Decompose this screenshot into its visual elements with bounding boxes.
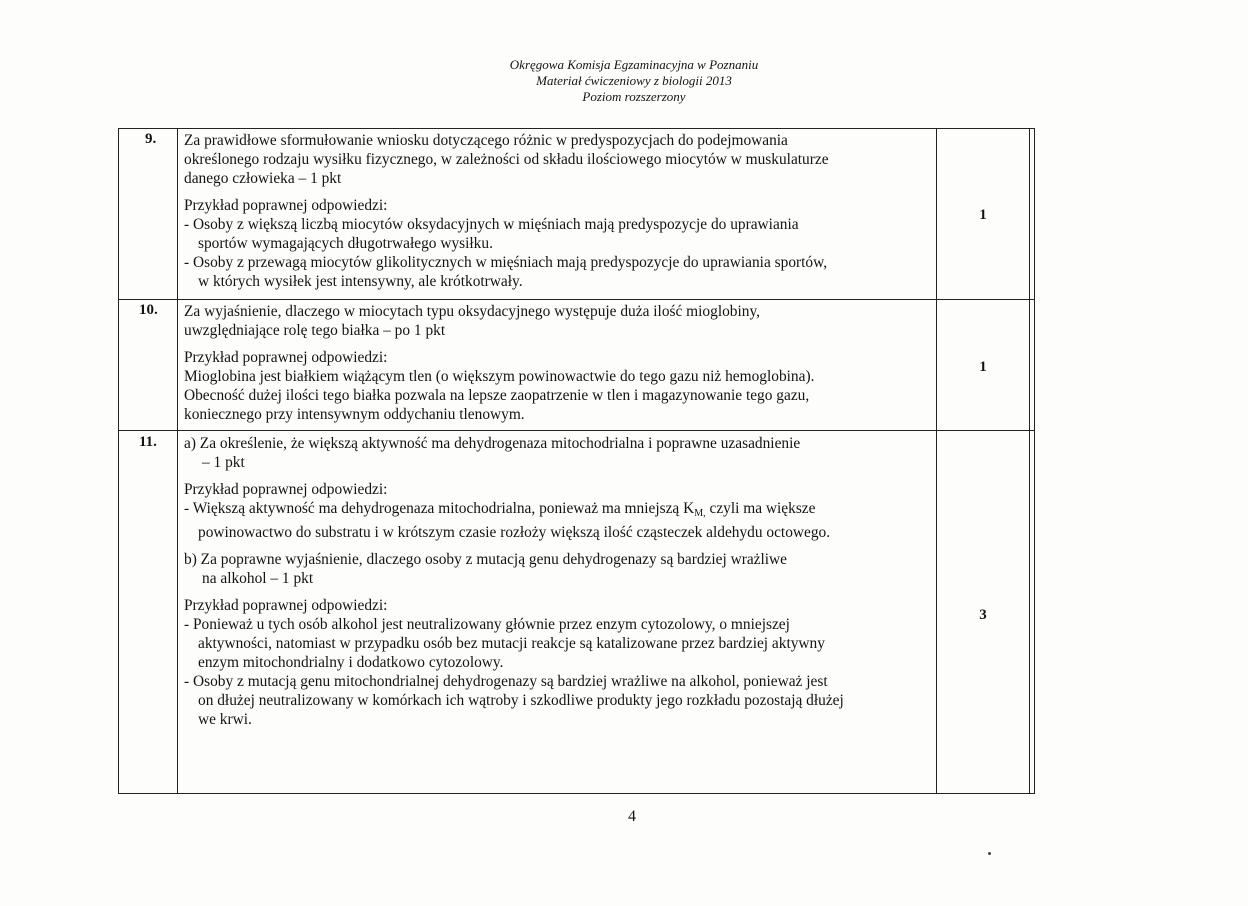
task-9-criterion: określonego rodzaju wysiłku fizycznego, w zależności od składu ilościowego miocytów w muskulaturze xyxy=(184,151,829,168)
column-divider xyxy=(1029,129,1030,793)
task-9-answer: - Osoby z przewagą miocytów glikolitycznych w mięśniach mają predyspozycje do uprawiania sportów, xyxy=(184,254,828,271)
task-9-content xyxy=(184,131,829,291)
task-11b-answer: - Osoby z mutacją genu mitochondrialnej dehydrogenazy są bardziej wrażliwe na alkohol, ponieważ jest xyxy=(184,673,828,690)
task-11b-example-heading: Przykład poprawnej odpowiedzi: xyxy=(184,597,388,614)
task-11a-answer-text: czyli ma większe xyxy=(705,500,816,517)
task-number-10: 10. xyxy=(139,302,158,318)
task-11b-answer: we krwi. xyxy=(198,711,252,728)
task-11b-criterion: b) Za poprawne wyjaśnienie, dlaczego osoby z mutacją genu dehydrogenazy są bardziej wrażliwe xyxy=(184,551,787,568)
task-9-criterion: danego człowieka – 1 pkt xyxy=(184,170,342,187)
task-number-9: 9. xyxy=(145,131,157,147)
task-9-example-heading: Przykład poprawnej odpowiedzi: xyxy=(184,197,388,214)
task-10-example-heading: Przykład poprawnej odpowiedzi: xyxy=(184,349,388,366)
task-10-answer: koniecznego przy intensywnym oddychaniu tlenowym. xyxy=(184,406,525,423)
task-10-score: 1 xyxy=(979,359,987,375)
task-10-answer: Mioglobina jest białkiem wiążącym tlen (o większym powinowactwie do tego gazu niż hemoglobina). xyxy=(184,368,815,385)
answer-key-table xyxy=(118,128,1035,794)
task-9-score: 1 xyxy=(979,207,987,223)
task-9-answer: - Osoby z większą liczbą miocytów oksydacyjnych w mięśniach mają predyspozycje do uprawiania xyxy=(184,216,799,233)
task-11b-answer: on dłużej neutralizowany w komórkach ich wątroby i szkodliwe produkty jego rozkładu pozostają dłużej xyxy=(198,692,844,709)
task-11b-criterion: na alkohol – 1 pkt xyxy=(202,570,314,587)
task-9-answer: w których wysiłek jest intensywny, ale krótkotrwały. xyxy=(198,273,523,290)
column-divider xyxy=(177,129,178,793)
task-10-criterion: Za wyjaśnienie, dlaczego w miocytach typu oksydacyjnego występuje duża ilość mioglobiny, xyxy=(184,303,760,320)
task-10-answer: Obecność dużej ilości tego białka pozwala na lepsze zaopatrzenie w tlen i magazynowanie tego gazu, xyxy=(184,387,810,404)
task-11b-answer: - Ponieważ u tych osób alkohol jest neutralizowany głównie przez enzym cytozolowy, o mniejszej xyxy=(184,616,790,633)
task-11-score: 3 xyxy=(979,607,987,623)
task-number-11: 11. xyxy=(139,434,157,450)
km-subscript: M, xyxy=(694,508,706,519)
header-level: Poziom rozszerzony xyxy=(582,89,686,104)
header-commission: Okręgowa Komisja Egzaminacyjna w Poznaniu xyxy=(509,57,759,72)
column-divider xyxy=(936,129,937,793)
task-10-content xyxy=(184,302,814,424)
row-divider xyxy=(119,299,1034,300)
task-9-answer: sportów wymagających długotrwałego wysiłku. xyxy=(198,235,493,252)
header-material: Materiał ćwiczeniowy z biologii 2013 xyxy=(536,73,732,88)
task-11-content xyxy=(184,434,844,729)
task-11b-answer: aktywności, natomiast w przypadku osób bez mutacji reakcje są katalizowane przez bardziej aktywny xyxy=(198,635,825,652)
task-9-criterion: Za prawidłowe sformułowanie wniosku dotyczącego różnic w predyspozycjach do podejmowania xyxy=(184,132,788,149)
task-11a-criterion: a) Za określenie, że większą aktywność ma dehydrogenaza mitochodrialna i poprawne uzasadnienie xyxy=(184,435,801,452)
task-11a-answer: powinowactwo do substratu i w krótszym czasie rozłoży większą ilość cząsteczek aldehydu octowego. xyxy=(198,524,831,541)
document-header xyxy=(0,57,1248,105)
scan-speck xyxy=(988,852,991,855)
task-11a-example-heading: Przykład poprawnej odpowiedzi: xyxy=(184,481,388,498)
page-number: 4 xyxy=(628,808,636,825)
task-11a-answer xyxy=(184,499,844,523)
row-divider xyxy=(119,430,1034,431)
task-11b-answer: enzym mitochondrialny i dodatkowo cytozolowy. xyxy=(198,654,504,671)
task-11a-criterion: – 1 pkt xyxy=(202,454,245,471)
task-10-criterion: uwzględniające rolę tego białka – po 1 pkt xyxy=(184,322,446,339)
task-11a-answer-text: - Większą aktywność ma dehydrogenaza mitochodrialna, ponieważ ma mniejszą K xyxy=(184,500,695,517)
